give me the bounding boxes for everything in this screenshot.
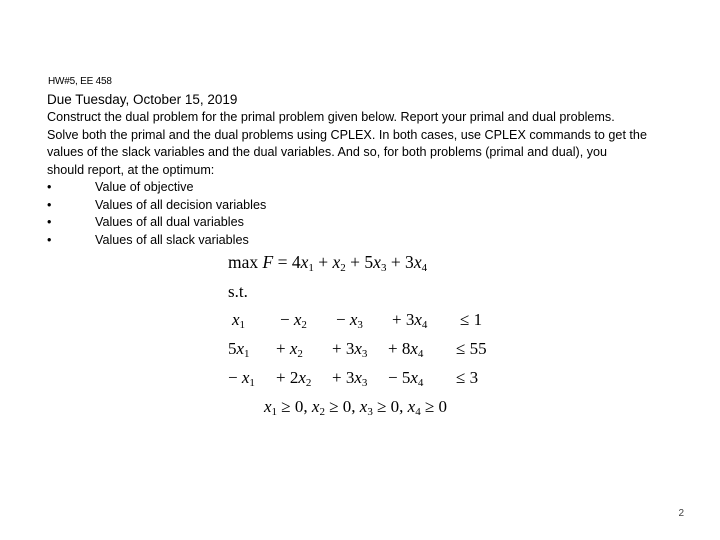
- constraint-term: + $8x_4$: [388, 339, 424, 360]
- constraint-term: ≤ 55: [456, 339, 487, 358]
- subject-to-label: s.t.: [228, 282, 248, 301]
- bullet-text: Values of all slack variables: [95, 232, 249, 247]
- constraint-term: − $x_3$: [336, 310, 363, 331]
- bullet-icon: •: [47, 232, 52, 247]
- instruction-line: Solve both the primal and the dual problems using CPLEX. In both cases, use CPLEX commands to get the: [47, 127, 647, 142]
- objective-function: $\max F = 4x_1 + x_2 + 5x_3 + 3x_4$: [228, 252, 428, 274]
- constraint-term: + $3x_4$: [392, 310, 428, 331]
- constraint-term: + $x_2$: [276, 339, 303, 360]
- constraint-term: − $x_1$: [228, 368, 255, 389]
- constraint-term: + $2x_2$: [276, 368, 312, 389]
- constraint-term: − $5x_4$: [388, 368, 424, 389]
- bullet-icon: •: [47, 197, 52, 212]
- nonnegativity-constraint: $x_1 \ge 0$, $x_2 \ge 0$, $x_3 \ge 0$, $x_4 \ge 0$: [264, 397, 448, 418]
- instructions-paragraph: [47, 109, 687, 179]
- course-label: HW#5, EE 458: [48, 76, 112, 87]
- constraint-term: ≤ 3: [456, 368, 479, 387]
- bullet-text: Values of all dual variables: [95, 215, 244, 230]
- list-item: [47, 214, 266, 232]
- due-date: Due Tuesday, October 15, 2019: [47, 92, 238, 107]
- constraint-term: $x_1$: [232, 310, 246, 331]
- instruction-line: Construct the dual problem for the primal problem given below. Report your primal and dual problems.: [47, 110, 615, 124]
- bullet-text: Values of all decision variables: [95, 197, 267, 212]
- instruction-line: should report, at the optimum:: [47, 162, 215, 177]
- page-number: 2: [678, 508, 684, 519]
- constraint-term: + $3x_3$: [332, 339, 368, 360]
- list-item: [47, 179, 266, 197]
- constraint-term: ≤ 1: [460, 310, 483, 329]
- bullet-text: Value of objective: [95, 180, 194, 194]
- list-item: [47, 232, 266, 250]
- bullet-icon: •: [47, 180, 52, 194]
- bullet-list: [47, 179, 266, 249]
- constraint-term: $5x_1$: [228, 339, 250, 360]
- list-item: [47, 197, 266, 215]
- instruction-line: values of the slack variables and the dual variables. And so, for both problems (primal and dual), you: [47, 145, 608, 159]
- bullet-icon: •: [47, 215, 52, 230]
- constraint-term: − $x_2$: [280, 310, 307, 331]
- constraint-term: + $3x_3$: [332, 368, 368, 389]
